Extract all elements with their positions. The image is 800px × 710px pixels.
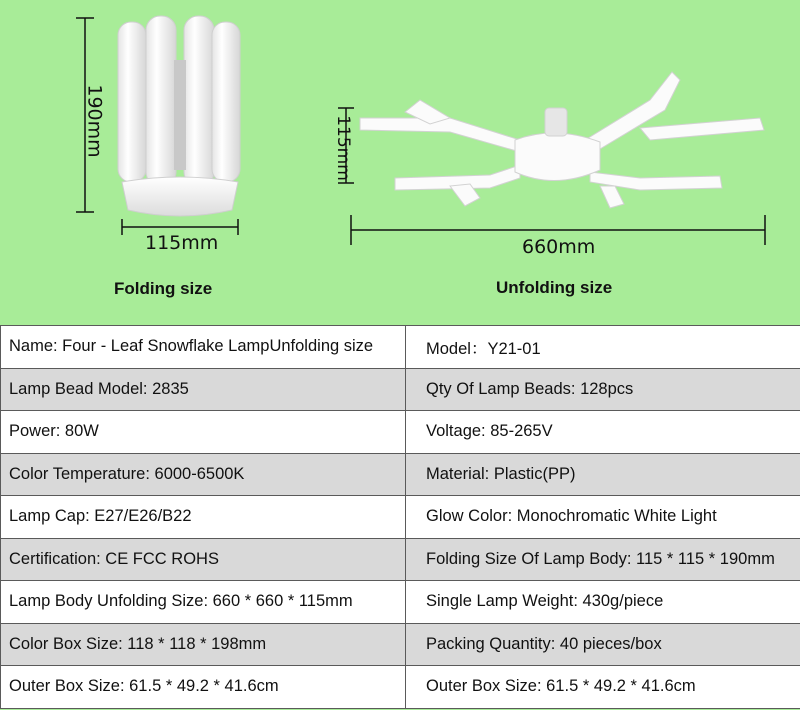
table-row <box>1 453 800 496</box>
unfolded-lamp-body <box>360 72 764 208</box>
spec-cell: Name: Four - Leaf Snowflake LampUnfolding size <box>1 326 406 369</box>
table-row <box>1 666 800 709</box>
specifications-table <box>0 325 800 709</box>
spec-cell: Lamp Body Unfolding Size: 660 * 660 * 115mm <box>1 581 406 624</box>
spec-cell: Color Temperature: 6000-6500K <box>1 453 406 496</box>
spec-cell: Outer Box Size: 61.5 * 49.2 * 41.6cm <box>1 666 406 709</box>
folding-height-label: 190mm <box>83 84 106 158</box>
folded-lamp-image <box>0 0 800 325</box>
spec-cell: Certification: CE FCC ROHS <box>1 538 406 581</box>
spec-cell: Lamp Bead Model: 2835 <box>1 368 406 411</box>
spec-cell: Folding Size Of Lamp Body: 115 * 115 * 190mm <box>406 538 800 581</box>
spec-cell: Qty Of Lamp Beads: 128pcs <box>406 368 800 411</box>
spec-cell: Packing Quantity: 40 pieces/box <box>406 623 800 666</box>
spec-cell: Power: 80W <box>1 411 406 454</box>
spec-cell: Voltage: 85-265V <box>406 411 800 454</box>
unfolding-height-label: 115mm <box>332 115 353 181</box>
spec-cell: Lamp Cap: E27/E26/B22 <box>1 496 406 539</box>
table-row <box>1 538 800 581</box>
spec-cell: Color Box Size: 118 * 118 * 198mm <box>1 623 406 666</box>
unfolding-size-caption: Unfolding size <box>496 278 613 297</box>
spec-cell: Model：Y21-01 <box>406 326 800 369</box>
table-row <box>1 496 800 539</box>
unfolding-width-label: 660mm <box>522 236 596 258</box>
table-row <box>1 326 800 369</box>
spec-cell: Glow Color: Monochromatic White Light <box>406 496 800 539</box>
table-row <box>1 411 800 454</box>
product-dimensions-panel <box>0 0 800 325</box>
spec-cell: Outer Box Size: 61.5 * 49.2 * 41.6cm <box>406 666 800 709</box>
table-row <box>1 623 800 666</box>
folding-size-caption: Folding size <box>114 279 213 298</box>
table-row <box>1 581 800 624</box>
folded-lamp-body <box>118 16 240 216</box>
table-row <box>1 368 800 411</box>
spec-cell: Material: Plastic(PP) <box>406 453 800 496</box>
folding-width-label: 115mm <box>145 232 219 254</box>
spec-cell: Single Lamp Weight: 430g/piece <box>406 581 800 624</box>
